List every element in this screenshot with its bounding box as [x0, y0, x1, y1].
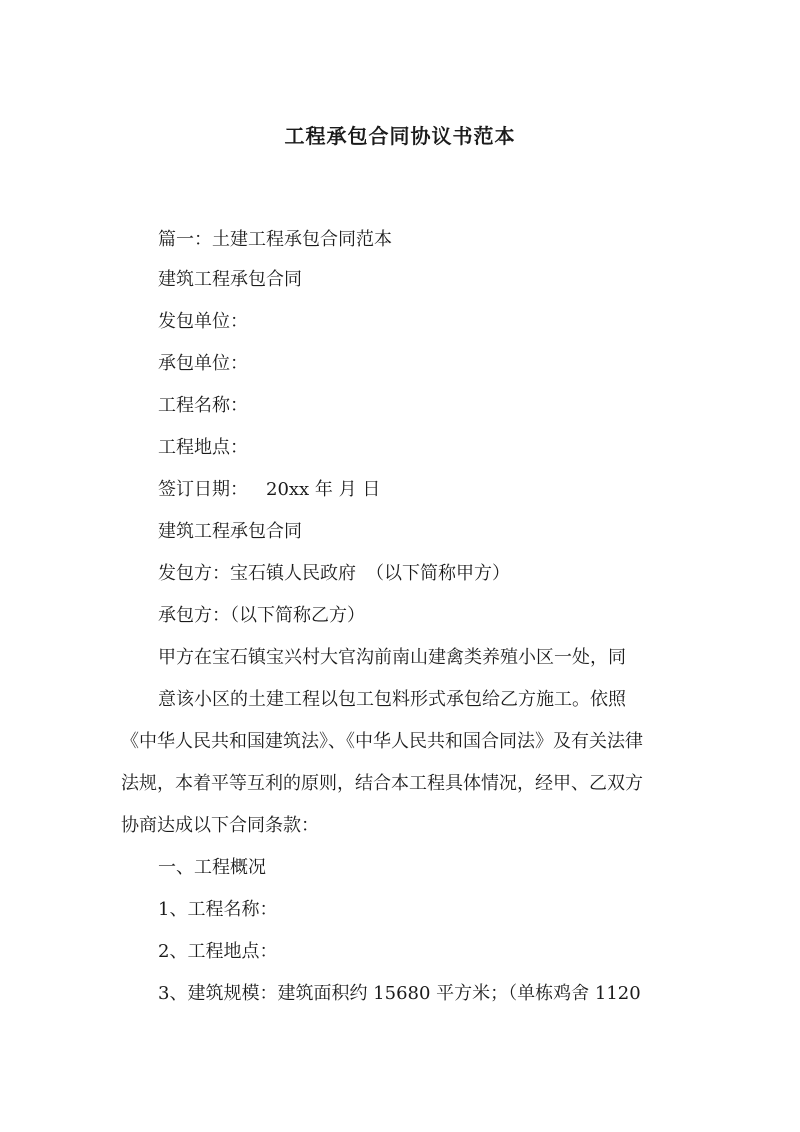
sign-date-label: 签订日期：	[158, 479, 248, 500]
body-paragraph-line: 法规，本着平等互利的原则，结合本工程具体情况，经甲、乙双方	[121, 773, 643, 794]
body-paragraph-line: 《中华人民共和国建筑法》、《中华人民共和国合同法》及有关法律	[121, 731, 643, 752]
party-a-note: （以下简称甲方）	[366, 563, 510, 584]
project-location-label: 工程地点：	[158, 437, 248, 458]
item-project-location: 2、工程地点：	[158, 941, 278, 962]
project-name-label: 工程名称：	[158, 395, 248, 416]
contract-title: 建筑工程承包合同	[158, 269, 302, 290]
party-a-line	[158, 562, 510, 586]
body-paragraph-line: 意该小区的土建工程以包工包料形式承包给乙方施工。依照	[158, 689, 626, 710]
body-paragraph-line: 甲方在宝石镇宝兴村大官沟前南山建禽类养殖小区一处，同	[158, 647, 626, 668]
section-heading: 篇一：土建工程承包合同范本	[158, 229, 392, 250]
contract-title-second: 建筑工程承包合同	[158, 521, 302, 542]
party-b-line: 承包方：（以下简称乙方）	[158, 605, 365, 626]
body-paragraph-line: 协商达成以下合同条款：	[121, 815, 319, 836]
item-building-scale: 3、建筑规模：建筑面积约 15680 平方米；（单栋鸡舍 1120	[158, 983, 641, 1004]
issuer-label: 发包单位：	[158, 311, 248, 332]
party-a-label: 发包方：宝石镇人民政府	[158, 563, 356, 584]
item-project-name: 1、工程名称：	[158, 899, 278, 920]
contractor-label: 承包单位：	[158, 353, 248, 374]
sign-date-line	[158, 478, 380, 502]
sign-date-value: 20xx 年 月 日	[266, 479, 381, 500]
document-title: 工程承包合同协议书范本	[284, 124, 516, 148]
section-overview-heading: 一、工程概况	[158, 857, 266, 878]
